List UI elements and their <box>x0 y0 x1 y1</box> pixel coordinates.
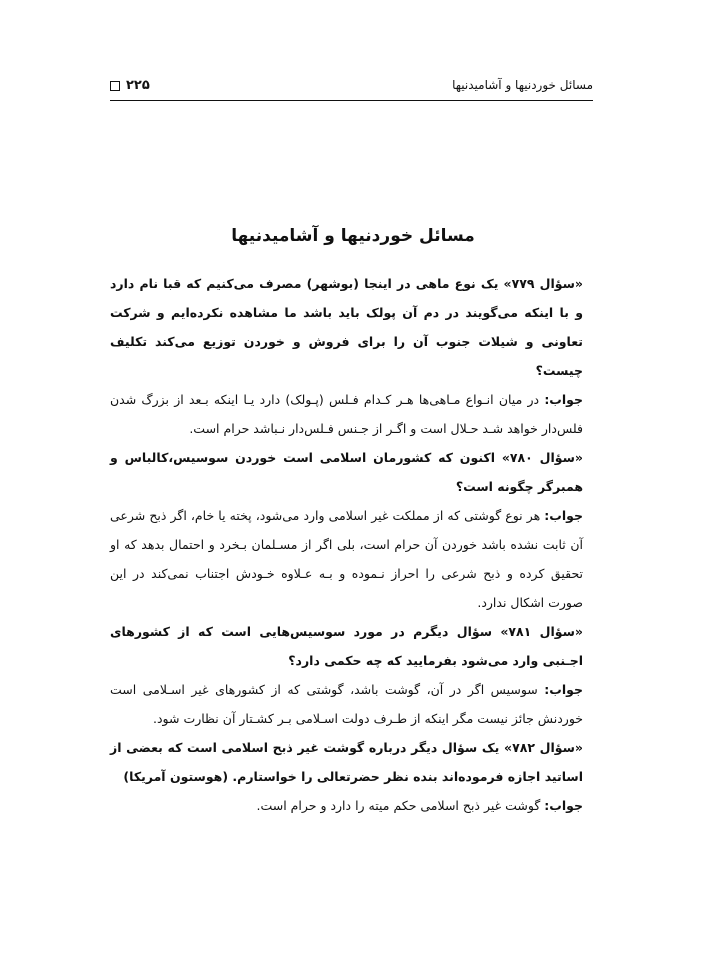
qa-content <box>110 269 593 820</box>
answer-782 <box>110 791 593 820</box>
answer-text: گوشت غیر ذبح اسلامی حکم میته را دارد و حرام است. <box>256 798 541 813</box>
answer-text: در میان انـواع مـاهی‌ها هـر کـدام فـلس (پـولک) دارد یـا اینکه بـعد از بزرگ شدن فلس‌دار خواهد شـد حـلال است و اگـر از جـنس فـلس‌دار نـباشد حرام است. <box>110 392 583 436</box>
answer-781 <box>110 675 593 733</box>
question-781: «سؤال ۷۸۱» سؤال دیگرم در مورد سوسیس‌هایی است که از کشورهای اجـنبی وارد می‌شود بفرمایید که چه حکمی دارد؟ <box>110 624 583 668</box>
square-marker-icon <box>110 81 120 91</box>
answer-780 <box>110 501 593 617</box>
question-779: «سؤال ۷۷۹» یک نوع ماهی در اینجا (بوشهر) مصرف می‌کنیم که قبا نام دارد و با اینکه می‌گویند در دم آن پولک باید باشد ما مشاهده نکرده‌ایم و شرکت تعاونی و شیلات جنوب آن را برای فروش و خوردن توزیع می‌کند تکلیف چیست؟ <box>110 276 584 378</box>
question-780: «سؤال ۷۸۰» اکنون که کشورمان اسلامی است خوردن سوسیس،کالباس و همبرگر چگونه است؟ <box>110 450 584 494</box>
chapter-title: مسائل خوردنیها و آشامیدنیها <box>231 226 475 246</box>
question-782: «سؤال ۷۸۲» یک سؤال دیگر درباره گوشت غیر ذبح اسلامی است که بعضی از اساتید اجازه فرموده‌اند بنده نظر حضرتعالی را خواستارم. (هوستون آمریکا) <box>110 740 584 784</box>
answer-text: سوسیس اگر در آن، گوشت باشد، گوشتی که از کشورهای غیر اسـلامی است خوردنش جائز نیست مگر اینکه از طـرف دولت اسـلامی بـر کشـتار آن نظارت شود. <box>110 682 583 726</box>
answer-779 <box>110 385 593 443</box>
answer-label: جواب: <box>544 508 583 523</box>
page-number-text: ۲۲۵ <box>126 78 150 93</box>
header-divider <box>110 100 593 101</box>
answer-label: جواب: <box>544 798 583 813</box>
running-title: مسائل خوردنیها و آشامیدنیها <box>452 78 593 92</box>
answer-label: جواب: <box>544 682 583 697</box>
answer-text: هر نوع گوشتی که از مملکت غیر اسلامی وارد می‌شود، پخته یا خام، اگر ذبح شرعی آن ثابت نشده باشد خوردن آن حرام است، بلی اگر از مسـلمان بـخرد و احتمال بدهد که او تحقیق کرده و ذبح شرعی را احراز نـموده و بـه عـلاوه خـودش اجتناب نمی‌کند در این صورت اشکال ندارد. <box>110 508 583 610</box>
answer-label: جواب: <box>544 392 584 407</box>
page-number <box>110 78 150 93</box>
